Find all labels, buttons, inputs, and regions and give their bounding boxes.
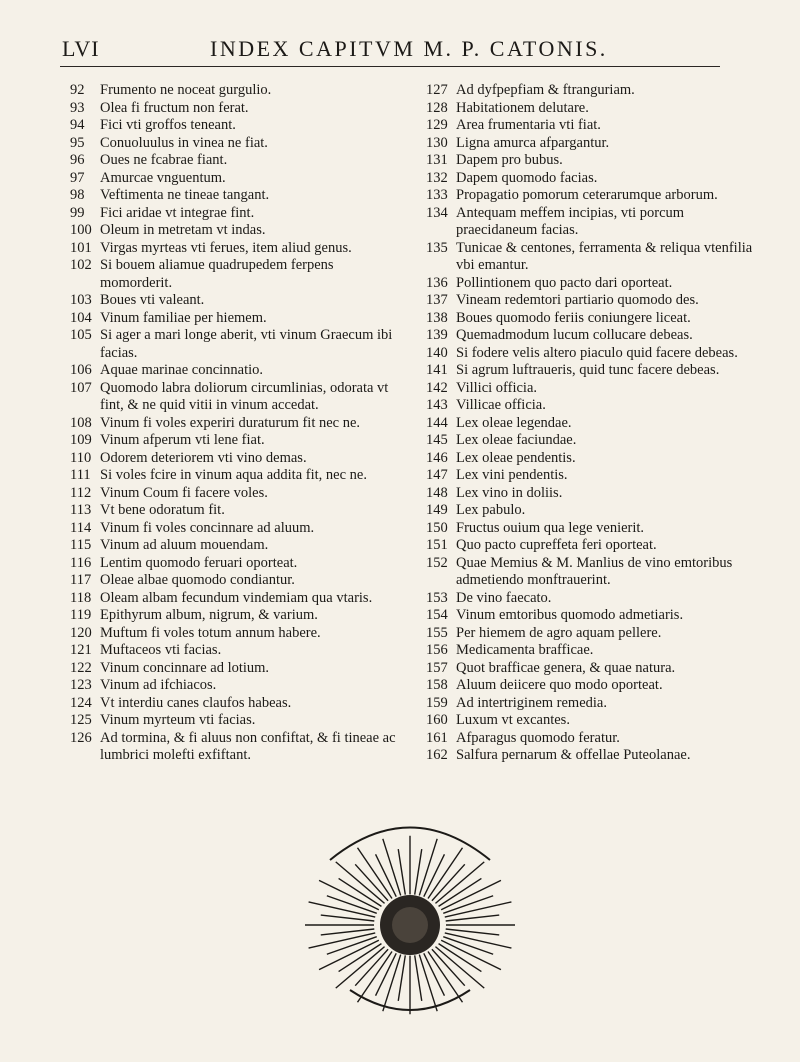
chapter-number: 138	[426, 309, 448, 326]
chapter-number: 120	[70, 624, 92, 641]
index-entry	[426, 100, 766, 118]
index-entry	[70, 170, 400, 188]
ornament-ray	[446, 929, 500, 935]
index-entry	[426, 327, 766, 345]
chapter-title: Lentim quomodo feruari oporteat.	[100, 554, 298, 571]
index-entry	[70, 572, 400, 590]
chapter-title: Veftimenta ne tineae tangant.	[100, 187, 270, 203]
ornament-graphic	[290, 800, 530, 1015]
chapter-title: Conuoluulus in vinea ne fiat.	[100, 134, 268, 151]
index-entry	[70, 520, 400, 538]
chapter-title: Vinum myrteum vti facias.	[100, 712, 256, 728]
chapter-title: Propagatio pomorum ceterarumque arborum.	[456, 187, 718, 203]
chapter-number: 145	[426, 432, 448, 448]
chapter-number: 148	[426, 484, 448, 501]
chapter-number: 105	[70, 327, 92, 343]
chapter-title: Fici vti groffos teneant.	[100, 117, 236, 133]
page-header	[60, 36, 720, 67]
chapter-number: 123	[70, 677, 92, 693]
chapter-number: 132	[426, 169, 448, 186]
chapter-number: 127	[426, 82, 448, 98]
chapter-title: Quomodo labra doliorum circumlinias, odorata vt fint, & ne quid vitii in vinum accedat.	[100, 379, 389, 413]
chapter-number: 151	[426, 537, 448, 553]
chapter-title: Area frumentaria vti fiat.	[456, 117, 601, 133]
index-entry	[426, 117, 766, 135]
chapter-number: 133	[426, 187, 448, 203]
index-entry	[70, 380, 400, 415]
index-entry	[426, 415, 766, 433]
chapter-number: 156	[426, 642, 448, 658]
chapter-title: Epithyrum album, nigrum, & varium.	[100, 607, 318, 623]
chapter-number: 140	[426, 344, 448, 361]
chapter-number: 146	[426, 449, 448, 466]
chapter-number: 152	[426, 554, 448, 571]
index-entry	[426, 695, 766, 713]
index-entry	[426, 520, 766, 538]
index-entry	[70, 502, 400, 520]
chapter-title: Lex oleae legendae.	[456, 414, 572, 431]
chapter-title: Si voles fcire in vinum aqua addita fit, nec ne.	[100, 467, 367, 483]
chapter-number: 103	[70, 292, 92, 308]
chapter-title: Si bouem aliamue quadrupedem ferpens momorderit.	[100, 257, 334, 291]
index-entry	[70, 327, 400, 362]
chapter-number: 106	[70, 362, 92, 378]
chapter-number: 118	[70, 589, 92, 606]
chapter-number: 99	[70, 204, 85, 221]
index-entry	[426, 152, 766, 170]
chapter-number: 128	[426, 99, 448, 116]
chapter-title: Lex oleae faciundae.	[456, 432, 577, 448]
page-title: INDEX CAPITVM M. P. CATONIS.	[210, 36, 608, 61]
chapter-number: 98	[70, 187, 85, 203]
index-entry	[70, 432, 400, 450]
chapter-title: Vinum familiae per hiemem.	[100, 309, 267, 326]
chapter-title: Luxum vt excantes.	[456, 712, 570, 728]
index-entry	[70, 695, 400, 713]
right-column-index	[426, 82, 766, 765]
index-entry	[70, 205, 400, 223]
chapter-number: 121	[70, 642, 92, 658]
chapter-title: Vinum ad aluum mouendam.	[100, 537, 269, 553]
chapter-number: 112	[70, 484, 92, 501]
index-entry	[70, 485, 400, 503]
index-entry	[426, 642, 766, 660]
chapter-number: 134	[426, 204, 448, 221]
index-entry	[426, 380, 766, 398]
index-entry	[70, 625, 400, 643]
chapter-number: 102	[70, 257, 92, 273]
chapter-number: 107	[70, 379, 92, 396]
ornament-ray	[321, 929, 375, 935]
index-entry	[70, 292, 400, 310]
chapter-title: Frumento ne noceat gurgulio.	[100, 82, 272, 98]
index-entry	[70, 537, 400, 555]
chapter-number: 147	[426, 467, 448, 483]
index-entry	[70, 257, 400, 292]
chapter-title: Vinum afperum vti lene fiat.	[100, 432, 265, 448]
index-entry	[70, 607, 400, 625]
chapter-number: 149	[426, 502, 448, 518]
chapter-title: Virgas myrteas vti ferues, item aliud genus.	[100, 239, 352, 256]
chapter-title: Ligna amurca afpargantur.	[456, 134, 610, 151]
chapter-title: Vinum fi voles experiri duraturum fit nec ne.	[100, 414, 361, 431]
chapter-number: 117	[70, 572, 92, 588]
index-entry	[70, 467, 400, 485]
chapter-number: 154	[426, 607, 448, 623]
chapter-number: 139	[426, 327, 448, 343]
chapter-number: 136	[426, 274, 448, 291]
index-entry	[426, 607, 766, 625]
chapter-title: Aquae marinae concinnatio.	[100, 362, 264, 378]
index-entry	[70, 555, 400, 573]
chapter-title: Lex vini pendentis.	[456, 467, 568, 483]
index-entry	[70, 677, 400, 695]
sunburst-ornament-icon	[290, 800, 530, 1015]
index-entry	[426, 205, 766, 240]
chapter-title: Olea fi fructum non ferat.	[100, 99, 249, 116]
chapter-title: Vineam redemtori partiario quomodo des.	[456, 292, 699, 308]
chapter-number: 126	[70, 729, 92, 746]
chapter-number: 159	[426, 694, 448, 711]
index-entry	[70, 135, 400, 153]
chapter-title: Villici officia.	[456, 379, 538, 396]
index-entry	[70, 642, 400, 660]
chapter-number: 94	[70, 117, 85, 133]
chapter-number: 95	[70, 134, 85, 151]
chapter-title: Odorem deteriorem vti vino demas.	[100, 449, 307, 466]
index-entry	[70, 82, 400, 100]
chapter-title: Oleae albae quomodo condiantur.	[100, 572, 295, 588]
index-entry	[426, 590, 766, 608]
chapter-title: Fructus ouium qua lege venierit.	[456, 519, 645, 536]
index-entry	[70, 415, 400, 433]
chapter-title: Antequam meffem incipias, vti porcum praecidaneum facias.	[456, 204, 685, 238]
index-entry	[426, 450, 766, 468]
index-entry	[426, 82, 766, 100]
index-entry	[70, 152, 400, 170]
chapter-title: Medicamenta brafficae.	[456, 642, 594, 658]
chapter-title: Quemadmodum lucum collucare debeas.	[456, 327, 693, 343]
chapter-title: Boues vti valeant.	[100, 292, 205, 308]
chapter-title: Oues ne fcabrae fiant.	[100, 152, 228, 168]
ornament-ray	[435, 947, 484, 988]
index-entry	[426, 345, 766, 363]
chapter-title: Ad intertriginem remedia.	[456, 694, 607, 711]
chapter-title: De vino faecato.	[456, 589, 552, 606]
index-entry	[70, 100, 400, 118]
chapter-number: 161	[426, 729, 448, 746]
chapter-number: 144	[426, 414, 448, 431]
chapter-title: Muftaceos vti facias.	[100, 642, 222, 658]
index-entry	[426, 625, 766, 643]
chapter-number: 157	[426, 659, 448, 676]
chapter-number: 115	[70, 537, 92, 553]
index-entry	[70, 222, 400, 240]
index-entry	[426, 397, 766, 415]
chapter-number: 124	[70, 694, 92, 711]
index-entry	[426, 170, 766, 188]
chapter-number: 100	[70, 222, 92, 238]
chapter-title: Afparagus quomodo feratur.	[456, 729, 620, 746]
index-entry	[70, 730, 400, 765]
index-entry	[70, 187, 400, 205]
ornament-ray	[321, 915, 375, 921]
chapter-number: 137	[426, 292, 448, 308]
chapter-title: Aluum deiicere quo modo oporteat.	[456, 677, 663, 693]
chapter-title: Pollintionem quo pacto dari oporteat.	[456, 274, 673, 291]
chapter-number: 130	[426, 134, 448, 151]
chapter-title: Dapem quomodo facias.	[456, 169, 598, 186]
ornament-ray	[398, 955, 405, 1001]
chapter-title: Ad dyfpepfiam & ftranguriam.	[456, 82, 635, 98]
index-entry	[426, 730, 766, 748]
chapter-title: Vinum ad ifchiacos.	[100, 677, 217, 693]
chapter-title: Quot brafficae genera, & quae natura.	[456, 659, 676, 676]
index-entry	[426, 485, 766, 503]
index-entry	[426, 292, 766, 310]
ornament-ray	[435, 862, 484, 903]
chapter-title: Vt bene odoratum fit.	[100, 502, 225, 518]
chapter-title: Per hiemem de agro aquam pellere.	[456, 624, 662, 641]
index-entry	[426, 747, 766, 765]
chapter-number: 92	[70, 82, 85, 98]
chapter-number: 93	[70, 99, 85, 116]
chapter-title: Lex oleae pendentis.	[456, 449, 576, 466]
chapter-number: 97	[70, 169, 85, 186]
chapter-number: 119	[70, 607, 92, 623]
chapter-number: 122	[70, 659, 92, 676]
chapter-title: Muftum fi voles totum annum habere.	[100, 624, 321, 641]
ornament-ray	[336, 862, 385, 903]
index-entry	[70, 362, 400, 380]
chapter-title: Amurcae vnguentum.	[100, 169, 226, 186]
ornament-ray	[415, 955, 422, 1001]
chapter-number: 158	[426, 677, 448, 693]
chapter-number: 125	[70, 712, 92, 728]
index-entry	[70, 240, 400, 258]
chapter-title: Lex vino in doliis.	[456, 484, 563, 501]
ornament-ray	[415, 849, 422, 895]
chapter-number: 155	[426, 624, 448, 641]
index-entry	[426, 660, 766, 678]
chapter-number: 116	[70, 554, 92, 571]
chapter-title: Quae Memius & M. Manlius de vino emtoribus admetiendo monftrauerint.	[456, 554, 733, 588]
index-entry	[426, 432, 766, 450]
chapter-title: Si fodere velis altero piaculo quid facere debeas.	[456, 344, 738, 361]
index-entry	[70, 590, 400, 608]
chapter-number: 131	[426, 152, 448, 168]
index-entry	[426, 362, 766, 380]
chapter-title: Vinum concinnare ad lotium.	[100, 659, 270, 676]
chapter-title: Habitationem delutare.	[456, 99, 589, 116]
chapter-number: 142	[426, 379, 448, 396]
chapter-number: 162	[426, 747, 448, 763]
chapter-number: 113	[70, 502, 92, 518]
chapter-number: 108	[70, 414, 92, 431]
index-entry	[70, 310, 400, 328]
chapter-number: 153	[426, 589, 448, 606]
ornament-ray	[336, 947, 385, 988]
index-entry	[70, 712, 400, 730]
index-entry	[70, 117, 400, 135]
index-entry	[70, 450, 400, 468]
chapter-title: Vinum emtoribus quomodo admetiaris.	[456, 607, 684, 623]
chapter-number: 114	[70, 519, 92, 536]
chapter-number: 104	[70, 309, 92, 326]
index-entry	[426, 467, 766, 485]
chapter-title: Oleam albam fecundum vindemiam qua vtaris.	[100, 589, 373, 606]
chapter-title: Fici aridae vt integrae fint.	[100, 204, 255, 221]
index-entry	[70, 660, 400, 678]
chapter-title: Si ager a mari longe aberit, vti vinum Graecum ibi facias.	[100, 327, 393, 361]
chapter-number: 141	[426, 362, 448, 378]
chapter-number: 101	[70, 239, 92, 256]
chapter-title: Tunicae & centones, ferramenta & reliqua vtenfilia vbi emantur.	[456, 239, 753, 273]
chapter-number: 111	[70, 467, 91, 483]
page-number: LVI	[62, 36, 100, 61]
chapter-number: 135	[426, 239, 448, 256]
chapter-title: Vinum fi voles concinnare ad aluum.	[100, 519, 315, 536]
chapter-title: Boues quomodo feriis coniungere liceat.	[456, 309, 691, 326]
index-entry	[426, 677, 766, 695]
chapter-title: Oleum in metretam vt indas.	[100, 222, 266, 238]
chapter-title: Vinum Coum fi facere voles.	[100, 484, 268, 501]
index-entry	[426, 240, 766, 275]
ornament-ray	[398, 849, 405, 895]
left-column-index	[70, 82, 400, 765]
index-entry	[426, 187, 766, 205]
index-entry	[426, 310, 766, 328]
index-entry	[426, 537, 766, 555]
index-entry	[426, 135, 766, 153]
chapter-title: Dapem pro bubus.	[456, 152, 563, 168]
chapter-number: 109	[70, 432, 92, 448]
chapter-title: Lex pabulo.	[456, 502, 526, 518]
chapter-number: 150	[426, 519, 448, 536]
chapter-title: Villicae officia.	[456, 397, 546, 413]
chapter-title: Salfura pernarum & offellae Puteolanae.	[456, 747, 691, 763]
chapter-title: Si agrum luftraueris, quid tunc facere debeas.	[456, 362, 720, 378]
ornament-ray	[446, 915, 500, 921]
chapter-number: 110	[70, 449, 92, 466]
chapter-number: 143	[426, 397, 448, 413]
index-entry	[426, 712, 766, 730]
chapter-number: 129	[426, 117, 448, 133]
index-entry	[426, 555, 766, 590]
chapter-number: 96	[70, 152, 85, 168]
chapter-title: Quo pacto cupreffeta feri oporteat.	[456, 537, 657, 553]
index-entry	[426, 502, 766, 520]
index-entry	[426, 275, 766, 293]
chapter-title: Vt interdiu canes claufos habeas.	[100, 694, 292, 711]
chapter-number: 160	[426, 712, 448, 728]
chapter-title: Ad tormina, & fi aluus non confiftat, & fi tineae ac lumbrici molefti exfiftant.	[100, 729, 396, 763]
